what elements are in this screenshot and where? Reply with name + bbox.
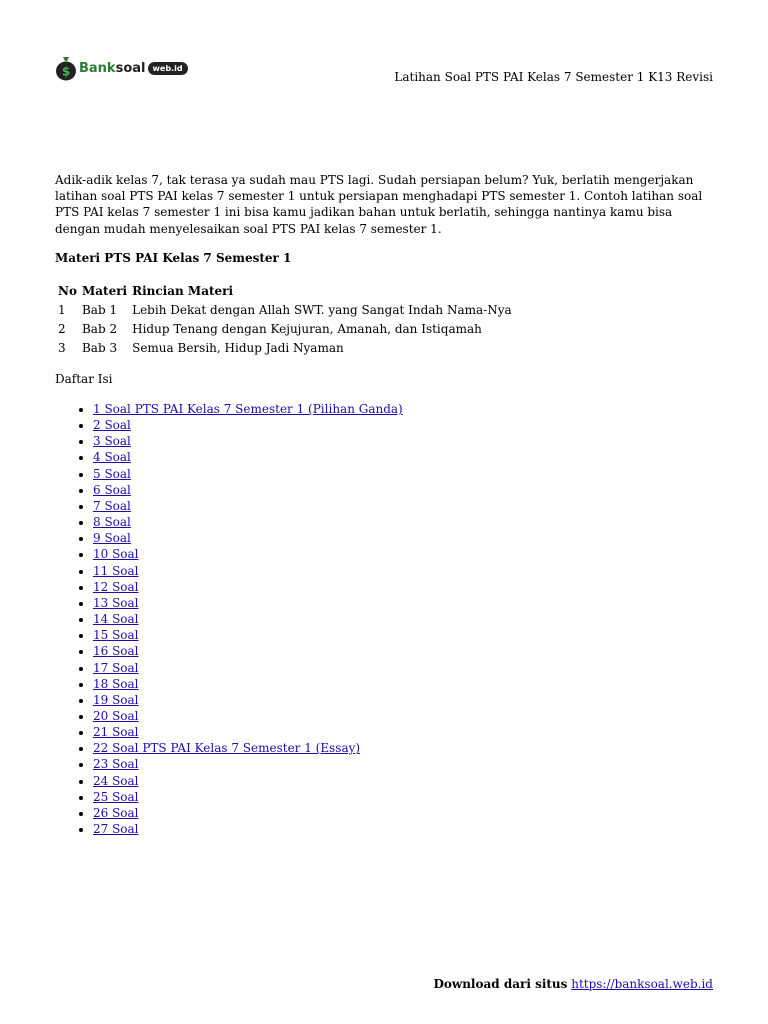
list-item: [93, 466, 403, 482]
list-item: [93, 482, 403, 498]
materi-heading: Materi PTS PAI Kelas 7 Semester 1: [55, 251, 292, 265]
list-item: [93, 498, 403, 514]
toc-link[interactable]: 23 Soal: [93, 757, 139, 772]
toc-link[interactable]: 17 Soal: [93, 660, 139, 675]
list-item: [93, 692, 403, 708]
list-item: [93, 401, 403, 417]
toc-link[interactable]: 20 Soal: [93, 708, 139, 723]
toc-link[interactable]: 21 Soal: [93, 725, 139, 740]
toc-list: [55, 401, 403, 837]
list-item: [93, 756, 403, 772]
list-item: [93, 660, 403, 676]
list-item: [93, 708, 403, 724]
logo-brand-bank: Bank: [79, 60, 116, 76]
list-item: [93, 563, 403, 579]
toc-link[interactable]: 1 Soal PTS PAI Kelas 7 Semester 1 (Pilihan Ganda): [93, 402, 403, 416]
toc-link[interactable]: 11 Soal: [93, 563, 139, 578]
toc-link[interactable]: 15 Soal: [93, 628, 139, 643]
list-item: [93, 643, 403, 659]
list-item: [93, 724, 403, 740]
cell-materi: Bab 2: [81, 321, 118, 336]
toc-link[interactable]: 12 Soal: [93, 579, 139, 594]
cell-materi: Bab 3: [81, 340, 118, 355]
footer-site-link[interactable]: https://banksoal.web.id: [571, 977, 713, 991]
column-header-no: No: [58, 283, 77, 298]
toc-label: Daftar Isi: [55, 372, 113, 386]
cell-rincian: Semua Bersih, Hidup Jadi Nyaman: [132, 340, 344, 355]
list-item: [93, 773, 403, 789]
toc-link[interactable]: 10 Soal: [93, 547, 139, 562]
logo-wordmark: [79, 61, 188, 76]
list-item: [93, 805, 403, 821]
toc-link[interactable]: 6 Soal: [93, 482, 131, 497]
cell-rincian: Hidup Tenang dengan Kejujuran, Amanah, dan Istiqamah: [132, 321, 482, 336]
cell-rincian: Lebih Dekat dengan Allah SWT. yang Sangat Indah Nama-Nya: [132, 302, 512, 317]
toc-link[interactable]: 19 Soal: [93, 692, 139, 707]
list-item: [93, 579, 403, 595]
column-header-rincian: Rincian Materi: [132, 283, 234, 298]
cell-no: 1: [58, 302, 66, 317]
list-item: [93, 514, 403, 530]
toc-link[interactable]: 24 Soal: [93, 773, 139, 788]
page-footer: [433, 977, 713, 991]
cell-no: 2: [58, 321, 66, 336]
list-item: [93, 611, 403, 627]
toc-link[interactable]: 27 Soal: [93, 822, 139, 837]
toc-link[interactable]: 22 Soal PTS PAI Kelas 7 Semester 1 (Essay): [93, 741, 361, 756]
document-header-title: Latihan Soal PTS PAI Kelas 7 Semester 1 K13 Revisi: [394, 70, 713, 84]
toc-link[interactable]: 16 Soal: [93, 644, 139, 659]
toc-link[interactable]: 14 Soal: [93, 612, 139, 627]
list-item: [93, 417, 403, 433]
toc-link[interactable]: 4 Soal: [93, 450, 131, 465]
materi-table: [55, 281, 514, 357]
column-header-materi: Materi: [81, 283, 128, 298]
toc-link[interactable]: 3 Soal: [93, 434, 131, 449]
site-logo: [55, 53, 183, 83]
toc-link[interactable]: 9 Soal: [93, 531, 131, 546]
list-item: [93, 449, 403, 465]
svg-text:$: $: [61, 64, 71, 79]
toc-link[interactable]: 5 Soal: [93, 466, 131, 481]
toc-link[interactable]: 2 Soal: [93, 418, 131, 433]
toc-link[interactable]: 18 Soal: [93, 676, 139, 691]
table-header-row: [55, 281, 514, 300]
list-item: [93, 546, 403, 562]
list-item: [93, 530, 403, 546]
list-item: [93, 789, 403, 805]
toc-link[interactable]: 25 Soal: [93, 789, 139, 804]
cell-no: 3: [58, 340, 66, 355]
list-item: [93, 740, 403, 756]
toc-link[interactable]: 13 Soal: [93, 595, 139, 610]
list-item: [93, 595, 403, 611]
list-item: [93, 676, 403, 692]
toc-link[interactable]: 7 Soal: [93, 498, 131, 513]
intro-paragraph: Adik-adik kelas 7, tak terasa ya sudah mau PTS lagi. Sudah persiapan belum? Yuk, berlatih mengerjakan latihan soal PTS PAI kelas 7 semester 1 untuk persiapan menghadapi PTS semester 1. Contoh latihan soal PTS PAI kelas 7 semester 1 ini bisa kamu jadikan bahan untuk berlatih, sehingga nantinya kamu bisa dengan mudah menyelesaikan soal PTS PAI kelas 7 semester 1.: [55, 173, 703, 236]
cell-materi: Bab 1: [81, 302, 118, 317]
logo-brand-soal: soal: [115, 60, 146, 76]
toc-link[interactable]: 8 Soal: [93, 515, 131, 530]
toc-link[interactable]: 26 Soal: [93, 805, 139, 820]
list-item: [93, 627, 403, 643]
list-item: [93, 821, 403, 837]
footer-label: Download dari situs: [433, 977, 568, 991]
table-row: [55, 300, 514, 319]
table-row: [55, 338, 514, 357]
logo-domain-badge: web.id: [148, 62, 188, 75]
money-bag-icon: [55, 55, 77, 81]
list-item: [93, 433, 403, 449]
table-row: [55, 319, 514, 338]
